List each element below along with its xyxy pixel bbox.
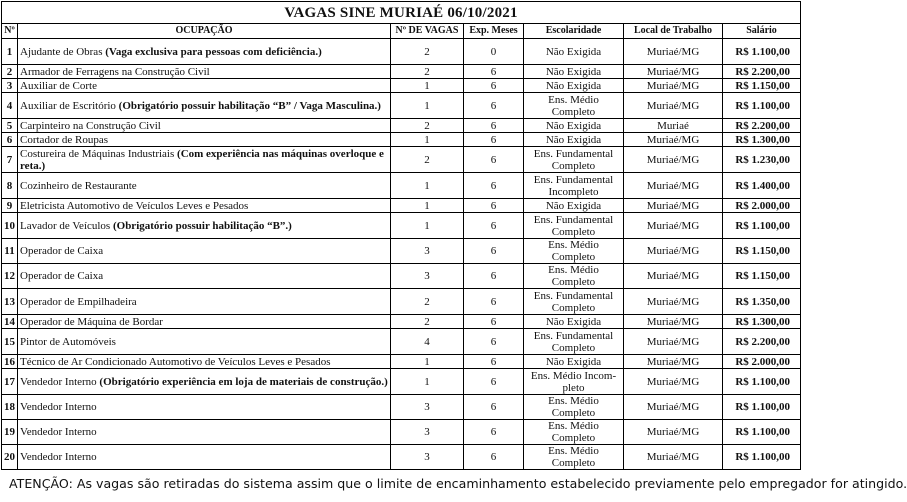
table-row: [2, 119, 801, 133]
workplace: Muriaé/MG: [624, 355, 723, 369]
salary: R$ 2.200,00: [723, 119, 801, 133]
occupation-name: Pintor de Automóveis: [20, 335, 116, 348]
occupation-name: Auxiliar de Corte: [20, 79, 97, 92]
vacancies-count: 3: [391, 395, 464, 420]
occupation-cell: [18, 315, 391, 329]
occupation-name: Cozinheiro de Restaurante: [20, 179, 137, 192]
attention-note: ATENÇÃO: As vagas são retiradas do sistema assim que o limite de encaminhamento estabelecido previamente pelo empregador for atingido.: [9, 476, 907, 491]
experience-months: 6: [464, 213, 524, 239]
header-vacancies: Nº DE VAGAS: [391, 24, 464, 39]
occupation-name: Vendedor Interno: [20, 426, 97, 438]
row-number: 11: [2, 239, 18, 264]
experience-months: 6: [464, 315, 524, 329]
occupation-requirement: (Obrigatório possuir habilitação “B”.): [112, 219, 292, 232]
schooling-requirement: Não Exigida: [524, 355, 624, 369]
row-number: 6: [2, 133, 18, 147]
table-row: [2, 239, 801, 264]
table-row: [2, 289, 801, 315]
workplace: Muriaé/MG: [624, 315, 723, 329]
experience-months: 6: [464, 329, 524, 355]
workplace: Muriaé/MG: [624, 133, 723, 147]
salary: R$ 1.400,00: [723, 173, 801, 199]
experience-months: 6: [464, 93, 524, 119]
occupation-cell: [18, 329, 391, 355]
schooling-requirement: Não Exigida: [524, 315, 624, 329]
vacancies-count: 2: [391, 315, 464, 329]
vacancies-count: 2: [391, 65, 464, 79]
occupation-name: Armador de Ferragens na Construção Civil: [20, 65, 210, 78]
occupation-cell: [18, 199, 391, 213]
experience-months: 6: [464, 289, 524, 315]
header-occupation: OCUPAÇÃO: [18, 24, 391, 39]
experience-months: 6: [464, 264, 524, 289]
table-row: [2, 93, 801, 119]
experience-months: 6: [464, 199, 524, 213]
experience-months: 6: [464, 79, 524, 93]
vacancies-count: 1: [391, 369, 464, 395]
row-number: 5: [2, 119, 18, 133]
vacancies-count: 1: [391, 133, 464, 147]
occupation-name: Cortador de Roupas: [20, 133, 108, 146]
workplace: Muriaé/MG: [624, 65, 723, 79]
occupation-name: Auxiliar de Escritório: [20, 99, 116, 112]
occupation-name: Carpinteiro na Construção Civil: [20, 119, 161, 132]
salary: R$ 1.100,00: [723, 93, 801, 119]
experience-months: 0: [464, 39, 524, 65]
salary: R$ 1.100,00: [723, 445, 801, 470]
occupation-cell: [18, 289, 391, 315]
schooling-requirement: Ens. Fundamental Completo: [524, 147, 624, 173]
header-row: [2, 24, 801, 39]
occupation-cell: [18, 79, 391, 93]
row-number: 2: [2, 65, 18, 79]
schooling-requirement: Não Exigida: [524, 65, 624, 79]
schooling-requirement: Não Exigida: [524, 39, 624, 65]
vacancies-count: 1: [391, 79, 464, 93]
schooling-requirement: Não Exigida: [524, 133, 624, 147]
workplace: Muriaé/MG: [624, 79, 723, 93]
schooling-requirement: Ens. Médio Completo: [524, 395, 624, 420]
vacancies-count: 3: [391, 445, 464, 470]
table-row: [2, 369, 801, 395]
table-row: [2, 65, 801, 79]
row-number: 1: [2, 39, 18, 65]
occupation-name: Operador de Empilhadeira: [20, 295, 137, 308]
occupation-cell: [18, 239, 391, 264]
row-number: 8: [2, 173, 18, 199]
occupation-cell: [18, 395, 391, 420]
salary: R$ 1.100,00: [723, 39, 801, 65]
occupation-cell: [18, 420, 391, 445]
occupation-name: Eletricista Automotivo de Veículos Leves e Pesados: [20, 199, 249, 212]
experience-months: 6: [464, 65, 524, 79]
vacancies-count: 2: [391, 147, 464, 173]
row-number: 20: [2, 445, 18, 470]
salary: R$ 1.150,00: [723, 79, 801, 93]
salary: R$ 1.230,00: [723, 147, 801, 173]
salary: R$ 2.200,00: [723, 329, 801, 355]
row-number: 18: [2, 395, 18, 420]
workplace: Muriaé: [624, 119, 723, 133]
workplace: Muriaé/MG: [624, 329, 723, 355]
page-title: VAGAS SINE MURIAÉ 06/10/2021: [2, 2, 801, 24]
experience-months: 6: [464, 133, 524, 147]
occupation-name: Vendedor Interno: [20, 401, 97, 413]
occupation-cell: [18, 355, 391, 369]
schooling-requirement: Ens. Fundamental Completo: [524, 289, 624, 315]
table-row: [2, 173, 801, 199]
vacancies-count: 1: [391, 93, 464, 119]
salary: R$ 1.100,00: [723, 395, 801, 420]
occupation-name: Técnico de Ar Condicionado Automotivo de Veículos Leves e Pesados: [20, 355, 331, 368]
job-listing-sheet: [1, 1, 907, 491]
table-row: [2, 199, 801, 213]
header-schooling: Escolaridade: [524, 24, 624, 39]
salary: R$ 1.100,00: [723, 213, 801, 239]
salary: R$ 1.100,00: [723, 369, 801, 395]
schooling-requirement: Ens. Fundamental Completo: [524, 213, 624, 239]
row-number: 16: [2, 355, 18, 369]
occupation-cell: [18, 173, 391, 199]
vacancies-count: 3: [391, 420, 464, 445]
schooling-requirement: Ens. Médio Completo: [524, 264, 624, 289]
workplace: Muriaé/MG: [624, 173, 723, 199]
row-number: 10: [2, 213, 18, 239]
salary: R$ 2.000,00: [723, 355, 801, 369]
vacancies-table: [1, 1, 801, 470]
experience-months: 6: [464, 173, 524, 199]
header-workplace: Local de Trabalho: [624, 24, 723, 39]
table-row: [2, 264, 801, 289]
row-number: 13: [2, 289, 18, 315]
salary: R$ 1.100,00: [723, 420, 801, 445]
row-number: 17: [2, 369, 18, 395]
table-row: [2, 147, 801, 173]
table-row: [2, 133, 801, 147]
workplace: Muriaé/MG: [624, 239, 723, 264]
header-experience: Exp. Meses: [464, 24, 524, 39]
vacancies-count: 1: [391, 199, 464, 213]
occupation-name: Vendedor Interno: [20, 451, 97, 463]
salary: R$ 2.200,00: [723, 65, 801, 79]
workplace: Muriaé/MG: [624, 369, 723, 395]
table-row: [2, 395, 801, 420]
table-row: [2, 445, 801, 470]
occupation-cell: [18, 65, 391, 79]
experience-months: 6: [464, 420, 524, 445]
occupation-cell: [18, 147, 391, 173]
occupation-cell: [18, 119, 391, 133]
occupation-cell: [18, 264, 391, 289]
workplace: Muriaé/MG: [624, 445, 723, 470]
header-salary: Salário: [723, 24, 801, 39]
occupation-cell: [18, 369, 391, 395]
workplace: Muriaé/MG: [624, 264, 723, 289]
workplace: Muriaé/MG: [624, 420, 723, 445]
occupation-cell: [18, 445, 391, 470]
workplace: Muriaé/MG: [624, 395, 723, 420]
salary: R$ 1.150,00: [723, 239, 801, 264]
schooling-requirement: Ens. Médio Completo: [524, 445, 624, 470]
experience-months: 6: [464, 119, 524, 133]
vacancies-count: 3: [391, 239, 464, 264]
occupation-name: Ajudante de Obras: [20, 45, 103, 58]
experience-months: 6: [464, 147, 524, 173]
schooling-requirement: Ens. Médio Completo: [524, 420, 624, 445]
occupation-name: Costureira de Máquinas Industriais: [20, 147, 175, 160]
header-number: Nº: [2, 24, 18, 39]
salary: R$ 1.150,00: [723, 264, 801, 289]
schooling-requirement: Ens. Médio Completo: [524, 239, 624, 264]
row-number: 12: [2, 264, 18, 289]
occupation-name: Vendedor Interno: [20, 375, 97, 388]
occupation-name: Operador de Caixa: [20, 270, 104, 282]
salary: R$ 1.300,00: [723, 133, 801, 147]
workplace: Muriaé/MG: [624, 93, 723, 119]
row-number: 15: [2, 329, 18, 355]
row-number: 19: [2, 420, 18, 445]
occupation-name: Lavador de Veículos: [20, 219, 111, 232]
vacancies-count: 2: [391, 289, 464, 315]
experience-months: 6: [464, 369, 524, 395]
vacancies-body: [2, 39, 801, 470]
workplace: Muriaé/MG: [624, 39, 723, 65]
experience-months: 6: [464, 445, 524, 470]
salary: R$ 2.000,00: [723, 199, 801, 213]
occupation-requirement: (Vaga exclusiva para pessoas com deficiência.): [105, 45, 322, 58]
schooling-requirement: Não Exigida: [524, 79, 624, 93]
occupation-cell: [18, 133, 391, 147]
table-row: [2, 420, 801, 445]
vacancies-count: 1: [391, 355, 464, 369]
occupation-name: Operador de Máquina de Bordar: [20, 315, 163, 328]
vacancies-count: 2: [391, 119, 464, 133]
row-number: 3: [2, 79, 18, 93]
experience-months: 6: [464, 395, 524, 420]
occupation-cell: [18, 213, 391, 239]
experience-months: 6: [464, 355, 524, 369]
schooling-requirement: Não Exigida: [524, 119, 624, 133]
occupation-requirement: (Obrigatório possuir habilitação “B” / Vaga Masculina.): [118, 99, 381, 112]
table-row: [2, 79, 801, 93]
vacancies-count: 1: [391, 213, 464, 239]
workplace: Muriaé/MG: [624, 289, 723, 315]
row-number: 14: [2, 315, 18, 329]
table-row: [2, 39, 801, 65]
occupation-requirement: (Obrigatório experiência em loja de materiais de construção.): [99, 375, 388, 388]
table-row: [2, 315, 801, 329]
table-row: [2, 355, 801, 369]
schooling-requirement: Ens. Médio Completo: [524, 93, 624, 119]
vacancies-count: 2: [391, 39, 464, 65]
occupation-name: Operador de Caixa: [20, 245, 104, 257]
workplace: Muriaé/MG: [624, 147, 723, 173]
schooling-requirement: Ens. Médio Incom-pleto: [524, 369, 624, 395]
occupation-requirement: (Com experiência nas máquinas overloque e reta.): [20, 147, 384, 172]
vacancies-count: 1: [391, 173, 464, 199]
row-number: 7: [2, 147, 18, 173]
vacancies-count: 3: [391, 264, 464, 289]
salary: R$ 1.300,00: [723, 315, 801, 329]
experience-months: 6: [464, 239, 524, 264]
occupation-cell: [18, 93, 391, 119]
occupation-cell: [18, 39, 391, 65]
vacancies-count: 4: [391, 329, 464, 355]
row-number: 4: [2, 93, 18, 119]
schooling-requirement: Não Exigida: [524, 199, 624, 213]
schooling-requirement: Ens. Fundamental Completo: [524, 329, 624, 355]
workplace: Muriaé/MG: [624, 199, 723, 213]
workplace: Muriaé/MG: [624, 213, 723, 239]
table-row: [2, 329, 801, 355]
schooling-requirement: Ens. Fundamental Incompleto: [524, 173, 624, 199]
table-row: [2, 213, 801, 239]
salary: R$ 1.350,00: [723, 289, 801, 315]
row-number: 9: [2, 199, 18, 213]
